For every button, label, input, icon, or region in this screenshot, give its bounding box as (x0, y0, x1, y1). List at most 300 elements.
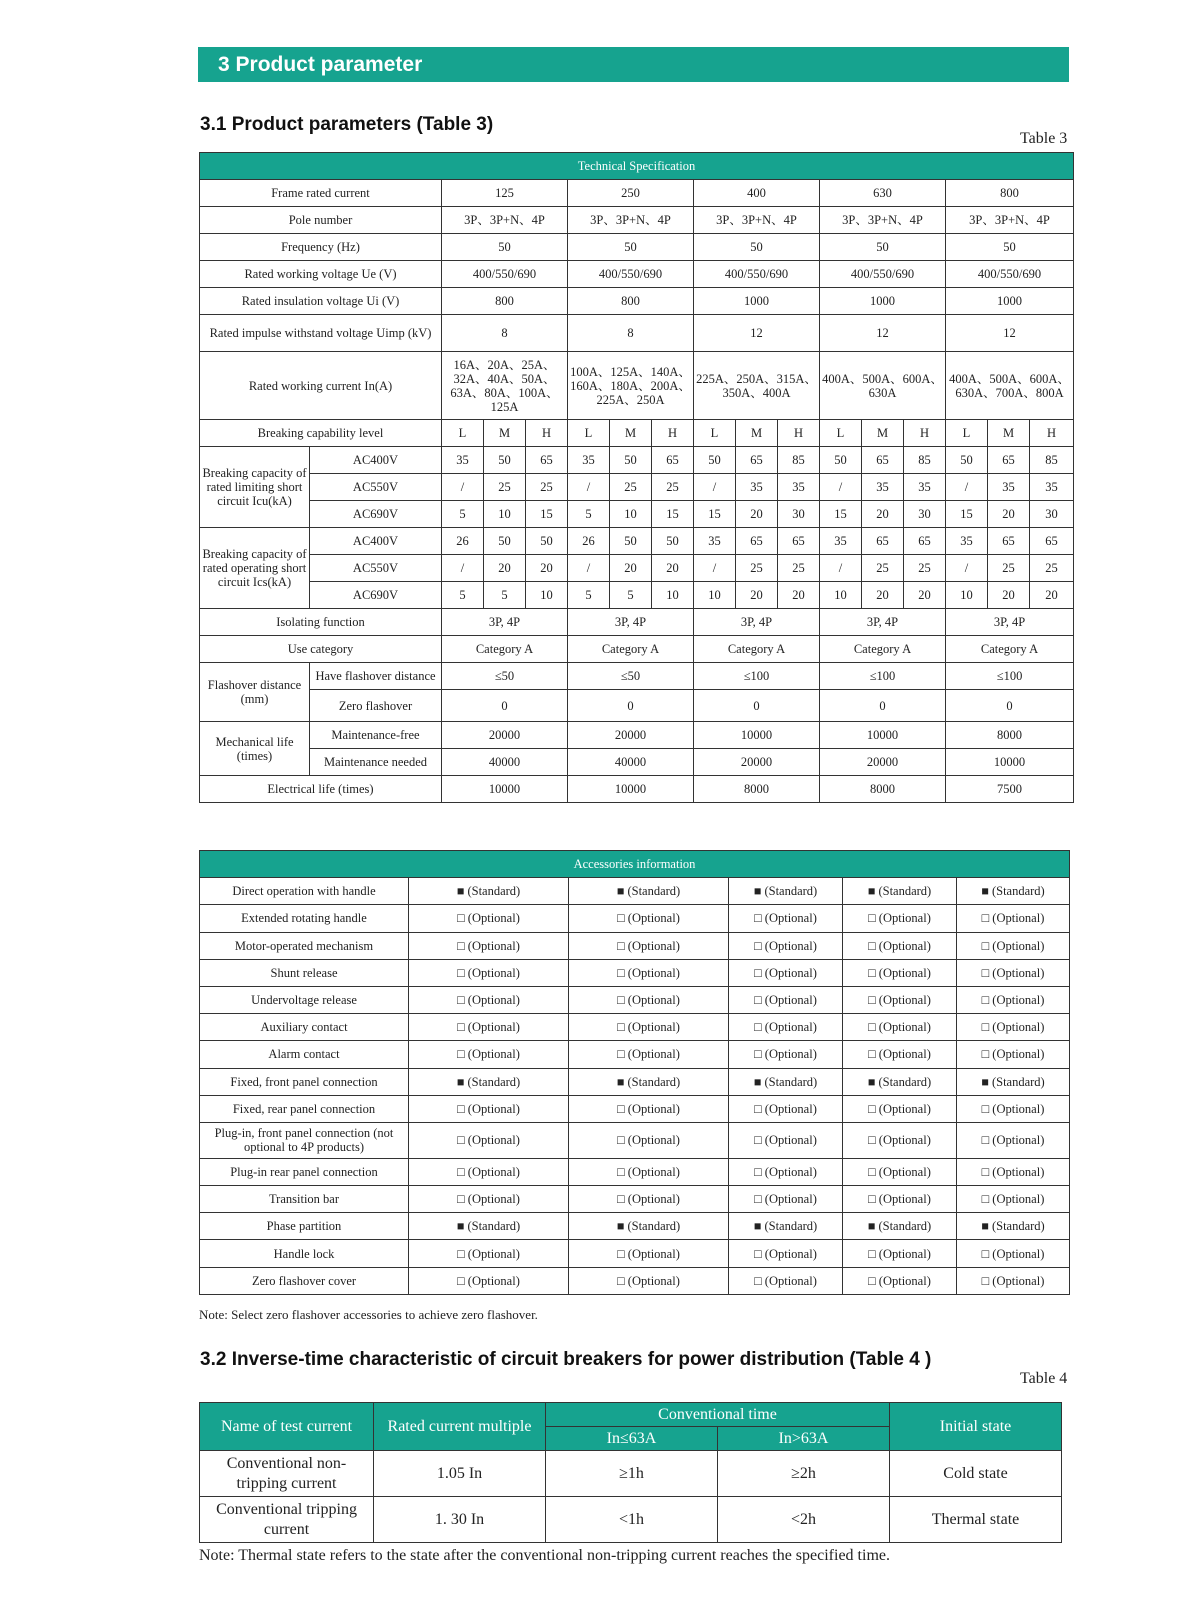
spec-value-frame: 630 (820, 180, 946, 207)
spec-value-uimp: 8 (442, 315, 568, 352)
accessory-row (200, 1041, 1070, 1068)
spec-value-elec: 8000 (694, 776, 820, 803)
accessory-optional-cell: □ (Optional) (843, 1186, 957, 1213)
spec-value-icu: 65 (526, 447, 568, 474)
table-4-label: Table 4 (1020, 1370, 1068, 1387)
accessory-label: Fixed, front panel connection (200, 1068, 409, 1095)
spec-row-flash-zero (200, 690, 1074, 722)
spec-row-frame (200, 180, 1074, 207)
spec-value-icu: 10 (610, 501, 652, 528)
spec-level-cell: H (526, 420, 568, 447)
spec-value-ui: 1000 (946, 288, 1074, 315)
accessory-label: Zero flashover cover (200, 1267, 409, 1294)
accessory-optional-cell: □ (Optional) (957, 932, 1070, 959)
accessory-standard-cell: ■ (Standard) (843, 1068, 957, 1095)
t4-cell-multiple: 1.05 In (374, 1451, 546, 1497)
spec-row-flash-have (200, 663, 1074, 690)
spec-value-ics: 26 (442, 528, 484, 555)
accessory-optional-cell: □ (Optional) (843, 1041, 957, 1068)
spec-label-flashover-zero: Zero flashover (310, 690, 442, 722)
accessory-optional-cell: □ (Optional) (729, 1186, 843, 1213)
spec-value-icu: 35 (904, 474, 946, 501)
accessory-row (200, 959, 1070, 986)
spec-value-pole: 3P、3P+N、4P (694, 207, 820, 234)
accessory-optional-cell: □ (Optional) (569, 1041, 729, 1068)
accessory-optional-cell: □ (Optional) (569, 959, 729, 986)
spec-value-maintenance-needed: 20000 (820, 749, 946, 776)
t4-header-multiple: Rated current multiple (374, 1403, 546, 1451)
spec-voltage-icu: AC400V (310, 447, 442, 474)
accessory-standard-cell: ■ (Standard) (569, 878, 729, 905)
spec-value-in: 225A、250A、315A、350A、400A (694, 352, 820, 420)
spec-value-icu: 35 (568, 447, 610, 474)
accessory-optional-cell: □ (Optional) (569, 1095, 729, 1122)
accessory-label: Undervoltage release (200, 986, 409, 1013)
spec-row-ui (200, 288, 1074, 315)
spec-voltage-ics: AC550V (310, 555, 442, 582)
accessory-optional-cell: □ (Optional) (843, 1240, 957, 1267)
accessory-standard-cell: ■ (Standard) (957, 1213, 1070, 1240)
spec-value-maintenance-needed: 20000 (694, 749, 820, 776)
spec-value-icu: 25 (652, 474, 694, 501)
spec-value-ics: 65 (904, 528, 946, 555)
accessory-optional-cell: □ (Optional) (843, 932, 957, 959)
accessories-note: Note: Select zero flashover accessories to achieve zero flashover. (199, 1307, 538, 1322)
spec-value-ics: 35 (946, 528, 988, 555)
spec-value-ui: 800 (568, 288, 694, 315)
spec-value-flashover-zero: 0 (694, 690, 820, 722)
accessory-row (200, 1186, 1070, 1213)
spec-label-flashover-have: Have flashover distance (310, 663, 442, 690)
accessory-optional-cell: □ (Optional) (729, 1041, 843, 1068)
spec-value-icu: 65 (862, 447, 904, 474)
accessory-optional-cell: □ (Optional) (729, 1240, 843, 1267)
spec-value-icu: 35 (442, 447, 484, 474)
spec-value-icu: / (694, 474, 736, 501)
spec-value-uimp: 12 (946, 315, 1074, 352)
spec-value-pole: 3P、3P+N、4P (442, 207, 568, 234)
spec-value-ics: 50 (652, 528, 694, 555)
accessory-optional-cell: □ (Optional) (569, 986, 729, 1013)
spec-header: Technical Specification (200, 153, 1074, 180)
accessory-optional-cell: □ (Optional) (569, 1014, 729, 1041)
spec-voltage-ics: AC690V (310, 582, 442, 609)
t4-cell-le63: ≥1h (546, 1451, 718, 1497)
spec-level-cell: H (1030, 420, 1074, 447)
accessory-optional-cell: □ (Optional) (569, 1158, 729, 1185)
spec-value-elec: 10000 (568, 776, 694, 803)
spec-row-icu (200, 474, 1074, 501)
spec-value-ics: 35 (820, 528, 862, 555)
spec-value-maintenance-free: 10000 (820, 722, 946, 749)
accessory-standard-cell: ■ (Standard) (843, 1213, 957, 1240)
accessory-row (200, 1122, 1070, 1158)
spec-value-uimp: 12 (820, 315, 946, 352)
spec-value-in: 16A、20A、25A、32A、40A、50A、63A、80A、100A、125A (442, 352, 568, 420)
t4-header-conventional-time: Conventional time (546, 1403, 890, 1427)
accessory-optional-cell: □ (Optional) (957, 1014, 1070, 1041)
spec-value-pole: 3P、3P+N、4P (820, 207, 946, 234)
spec-value-flashover-have: ≤100 (694, 663, 820, 690)
accessory-optional-cell: □ (Optional) (957, 1158, 1070, 1185)
spec-value-pole: 3P、3P+N、4P (568, 207, 694, 234)
accessory-standard-cell: ■ (Standard) (409, 1068, 569, 1095)
spec-label-ui: Rated insulation voltage Ui (V) (200, 288, 442, 315)
accessory-standard-cell: ■ (Standard) (729, 1068, 843, 1095)
t4-cell-gt63: ≥2h (718, 1451, 890, 1497)
accessory-row (200, 986, 1070, 1013)
spec-value-ics: 20 (484, 555, 526, 582)
accessory-optional-cell: □ (Optional) (957, 1095, 1070, 1122)
spec-level-cell: L (694, 420, 736, 447)
accessory-optional-cell: □ (Optional) (957, 1122, 1070, 1158)
spec-row-icu (200, 447, 1074, 474)
spec-value-flashover-zero: 0 (820, 690, 946, 722)
spec-value-ics: 20 (988, 582, 1030, 609)
spec-row-freq (200, 234, 1074, 261)
accessory-optional-cell: □ (Optional) (957, 1041, 1070, 1068)
spec-value-freq: 50 (694, 234, 820, 261)
accessory-row (200, 1240, 1070, 1267)
spec-value-ics: / (820, 555, 862, 582)
spec-label-frame: Frame rated current (200, 180, 442, 207)
spec-value-isol: 3P, 4P (820, 609, 946, 636)
spec-value-ics: 65 (862, 528, 904, 555)
t4-header-name: Name of test current (200, 1403, 374, 1451)
spec-row-in (200, 352, 1074, 420)
t4-cell-le63: <1h (546, 1497, 718, 1543)
accessory-optional-cell: □ (Optional) (569, 932, 729, 959)
accessory-optional-cell: □ (Optional) (957, 986, 1070, 1013)
spec-level-cell: M (862, 420, 904, 447)
accessory-optional-cell: □ (Optional) (843, 959, 957, 986)
accessory-label: Handle lock (200, 1240, 409, 1267)
spec-value-isol: 3P, 4P (946, 609, 1074, 636)
spec-value-icu: 30 (778, 501, 820, 528)
accessory-optional-cell: □ (Optional) (957, 1267, 1070, 1294)
accessory-standard-cell: ■ (Standard) (957, 878, 1070, 905)
accessory-optional-cell: □ (Optional) (729, 1014, 843, 1041)
spec-row-pole (200, 207, 1074, 234)
spec-row-mech-needed (200, 749, 1074, 776)
spec-row-mech-free (200, 722, 1074, 749)
accessory-optional-cell: □ (Optional) (409, 1186, 569, 1213)
spec-value-ics: 20 (778, 582, 820, 609)
spec-level-cell: M (484, 420, 526, 447)
spec-voltage-icu: AC550V (310, 474, 442, 501)
subsection-title-3-1: 3.1 Product parameters (Table 3) (200, 114, 494, 135)
spec-value-ics: 50 (526, 528, 568, 555)
spec-value-flashover-zero: 0 (946, 690, 1074, 722)
spec-value-icu: 85 (778, 447, 820, 474)
spec-value-icu: 30 (1030, 501, 1074, 528)
accessory-standard-cell: ■ (Standard) (729, 878, 843, 905)
spec-label-isol: Isolating function (200, 609, 442, 636)
accessory-optional-cell: □ (Optional) (729, 1095, 843, 1122)
spec-value-ics: 10 (526, 582, 568, 609)
spec-row-ue (200, 261, 1074, 288)
spec-value-icu: 50 (820, 447, 862, 474)
accessory-standard-cell: ■ (Standard) (843, 878, 957, 905)
spec-value-icu: / (946, 474, 988, 501)
spec-value-usecat: Category A (694, 636, 820, 663)
t4-header-gt63: In>63A (718, 1427, 890, 1451)
t4-row (200, 1451, 1062, 1497)
accessory-label: Plug-in rear panel connection (200, 1158, 409, 1185)
spec-label-pole: Pole number (200, 207, 442, 234)
spec-value-icu: 35 (988, 474, 1030, 501)
spec-value-frame: 250 (568, 180, 694, 207)
spec-value-icu: 35 (1030, 474, 1074, 501)
accessory-optional-cell: □ (Optional) (957, 959, 1070, 986)
accessory-label: Shunt release (200, 959, 409, 986)
spec-value-ue: 400/550/690 (820, 261, 946, 288)
spec-value-elec: 7500 (946, 776, 1074, 803)
spec-value-ics: 65 (736, 528, 778, 555)
accessory-optional-cell: □ (Optional) (409, 1095, 569, 1122)
accessory-standard-cell: ■ (Standard) (957, 1068, 1070, 1095)
accessory-label: Fixed, rear panel connection (200, 1095, 409, 1122)
section-banner: 3 Product parameter (198, 47, 1069, 82)
accessory-optional-cell: □ (Optional) (729, 959, 843, 986)
spec-label-flashover: Flashover distance (mm) (200, 663, 310, 722)
accessory-optional-cell: □ (Optional) (569, 1186, 729, 1213)
spec-value-maintenance-free: 20000 (442, 722, 568, 749)
spec-value-isol: 3P, 4P (568, 609, 694, 636)
t4-cell-initial-state: Cold state (890, 1451, 1062, 1497)
spec-value-ics: 65 (1030, 528, 1074, 555)
accessory-row (200, 905, 1070, 932)
spec-value-ui: 800 (442, 288, 568, 315)
spec-value-ics: 10 (946, 582, 988, 609)
spec-value-in: 400A、500A、600A、630A (820, 352, 946, 420)
spec-level-cell: M (736, 420, 778, 447)
spec-value-icu: 20 (736, 501, 778, 528)
spec-value-ics: 20 (1030, 582, 1074, 609)
spec-value-icu: 15 (652, 501, 694, 528)
spec-value-in: 100A、125A、140A、160A、180A、200A、225A、250A (568, 352, 694, 420)
spec-value-maintenance-needed: 40000 (568, 749, 694, 776)
accessory-row (200, 1213, 1070, 1240)
spec-level-cell: L (568, 420, 610, 447)
spec-value-ics: 25 (736, 555, 778, 582)
spec-value-icu: 25 (526, 474, 568, 501)
spec-value-icu: 65 (652, 447, 694, 474)
accessory-label: Auxiliary contact (200, 1014, 409, 1041)
t4-cell-gt63: <2h (718, 1497, 890, 1543)
accessory-standard-cell: ■ (Standard) (569, 1068, 729, 1095)
accessory-standard-cell: ■ (Standard) (729, 1213, 843, 1240)
spec-value-ics: 5 (442, 582, 484, 609)
spec-value-maintenance-free: 10000 (694, 722, 820, 749)
accessory-label: Extended rotating handle (200, 905, 409, 932)
spec-value-isol: 3P, 4P (694, 609, 820, 636)
spec-value-ics: 35 (694, 528, 736, 555)
spec-value-icu: 65 (736, 447, 778, 474)
spec-level-cell: H (778, 420, 820, 447)
spec-value-ue: 400/550/690 (442, 261, 568, 288)
spec-value-ue: 400/550/690 (568, 261, 694, 288)
spec-level-cell: L (820, 420, 862, 447)
spec-value-maintenance-needed: 10000 (946, 749, 1074, 776)
accessory-optional-cell: □ (Optional) (843, 986, 957, 1013)
accessory-optional-cell: □ (Optional) (409, 959, 569, 986)
spec-value-icu: 5 (568, 501, 610, 528)
spec-level-cell: L (946, 420, 988, 447)
accessory-standard-cell: ■ (Standard) (569, 1213, 729, 1240)
inverse-time-table (199, 1402, 1062, 1543)
accessory-label: Alarm contact (200, 1041, 409, 1068)
spec-value-ics: 26 (568, 528, 610, 555)
spec-value-elec: 8000 (820, 776, 946, 803)
accessory-optional-cell: □ (Optional) (729, 1122, 843, 1158)
spec-value-ue: 400/550/690 (694, 261, 820, 288)
accessory-optional-cell: □ (Optional) (843, 1014, 957, 1041)
accessory-optional-cell: □ (Optional) (569, 1122, 729, 1158)
spec-value-icu: / (442, 474, 484, 501)
accessory-optional-cell: □ (Optional) (409, 1041, 569, 1068)
t4-header-le63: In≤63A (546, 1427, 718, 1451)
accessory-optional-cell: □ (Optional) (957, 1240, 1070, 1267)
accessory-optional-cell: □ (Optional) (409, 1240, 569, 1267)
spec-value-ics: 10 (820, 582, 862, 609)
accessory-label: Plug-in, front panel connection (not optional to 4P products) (200, 1122, 409, 1158)
spec-value-icu: 50 (694, 447, 736, 474)
accessory-optional-cell: □ (Optional) (569, 1240, 729, 1267)
spec-value-icu: / (568, 474, 610, 501)
spec-value-ics: 5 (484, 582, 526, 609)
spec-value-maintenance-needed: 40000 (442, 749, 568, 776)
accessory-standard-cell: ■ (Standard) (409, 878, 569, 905)
spec-value-freq: 50 (820, 234, 946, 261)
spec-value-icu: 20 (862, 501, 904, 528)
spec-value-icu: 5 (442, 501, 484, 528)
spec-value-ics: 50 (610, 528, 652, 555)
spec-value-ics: 25 (778, 555, 820, 582)
spec-value-icu: 85 (1030, 447, 1074, 474)
spec-value-freq: 50 (442, 234, 568, 261)
spec-value-flashover-have: ≤100 (820, 663, 946, 690)
spec-value-uimp: 12 (694, 315, 820, 352)
spec-value-icu: 30 (904, 501, 946, 528)
accessory-optional-cell: □ (Optional) (569, 905, 729, 932)
t4-cell-initial-state: Thermal state (890, 1497, 1062, 1543)
technical-specification-table (199, 152, 1074, 803)
spec-value-ics: 65 (778, 528, 820, 555)
spec-value-maintenance-free: 8000 (946, 722, 1074, 749)
accessory-row (200, 878, 1070, 905)
accessory-optional-cell: □ (Optional) (409, 986, 569, 1013)
spec-label-mechanical-life: Mechanical life (times) (200, 722, 310, 776)
spec-voltage-icu: AC690V (310, 501, 442, 528)
spec-value-isol: 3P, 4P (442, 609, 568, 636)
accessory-optional-cell: □ (Optional) (729, 932, 843, 959)
accessory-standard-cell: ■ (Standard) (409, 1213, 569, 1240)
spec-value-ue: 400/550/690 (946, 261, 1074, 288)
spec-label-level: Breaking capability level (200, 420, 442, 447)
spec-label-icu: Breaking capacity of rated limiting short circuit Icu(kA) (200, 447, 310, 528)
t4-cell-name: Conventional non-tripping current (200, 1451, 374, 1497)
spec-value-ics: 10 (694, 582, 736, 609)
spec-value-frame: 400 (694, 180, 820, 207)
spec-label-elec: Electrical life (times) (200, 776, 442, 803)
spec-value-ics: 20 (862, 582, 904, 609)
spec-value-ics: 20 (610, 555, 652, 582)
table-4-note: Note: Thermal state refers to the state after the conventional non-tripping current reaches the specified time. (199, 1547, 890, 1564)
accessory-optional-cell: □ (Optional) (843, 1122, 957, 1158)
spec-row-usecat (200, 636, 1074, 663)
spec-label-maintenance-free: Maintenance-free (310, 722, 442, 749)
spec-row-ics (200, 555, 1074, 582)
t4-row (200, 1497, 1062, 1543)
spec-value-ui: 1000 (820, 288, 946, 315)
accessory-optional-cell: □ (Optional) (729, 986, 843, 1013)
spec-row-ics (200, 528, 1074, 555)
spec-value-ics: 5 (610, 582, 652, 609)
spec-value-icu: 65 (988, 447, 1030, 474)
spec-label-usecat: Use category (200, 636, 442, 663)
accessory-optional-cell: □ (Optional) (409, 905, 569, 932)
spec-value-ics: 20 (652, 555, 694, 582)
spec-label-in: Rated working current In(A) (200, 352, 442, 420)
spec-value-icu: 10 (484, 501, 526, 528)
accessories-table (199, 850, 1070, 1295)
spec-value-ics: 25 (862, 555, 904, 582)
accessory-optional-cell: □ (Optional) (843, 905, 957, 932)
spec-value-flashover-have: ≤50 (442, 663, 568, 690)
spec-value-freq: 50 (568, 234, 694, 261)
accessory-optional-cell: □ (Optional) (957, 905, 1070, 932)
spec-value-usecat: Category A (820, 636, 946, 663)
accessory-optional-cell: □ (Optional) (729, 1158, 843, 1185)
spec-value-icu: 20 (988, 501, 1030, 528)
accessory-optional-cell: □ (Optional) (957, 1186, 1070, 1213)
spec-value-ics: 25 (904, 555, 946, 582)
accessory-row (200, 1014, 1070, 1041)
spec-value-elec: 10000 (442, 776, 568, 803)
spec-value-ics: 20 (904, 582, 946, 609)
spec-value-maintenance-free: 20000 (568, 722, 694, 749)
spec-value-usecat: Category A (946, 636, 1074, 663)
spec-value-icu: 25 (610, 474, 652, 501)
accessory-row (200, 1068, 1070, 1095)
spec-value-icu: 35 (736, 474, 778, 501)
spec-value-icu: 15 (946, 501, 988, 528)
spec-value-ics: 20 (526, 555, 568, 582)
spec-level-cell: L (442, 420, 484, 447)
spec-value-pole: 3P、3P+N、4P (946, 207, 1074, 234)
accessory-row (200, 1267, 1070, 1294)
subsection-title-3-2: 3.2 Inverse-time characteristic of circuit breakers for power distribution (Table 4 ) (200, 1349, 932, 1370)
spec-value-ics: / (442, 555, 484, 582)
spec-value-ics: 25 (1030, 555, 1074, 582)
accessory-optional-cell: □ (Optional) (409, 1158, 569, 1185)
accessory-optional-cell: □ (Optional) (569, 1267, 729, 1294)
spec-value-in: 400A、500A、600A、630A、700A、800A (946, 352, 1074, 420)
spec-value-usecat: Category A (442, 636, 568, 663)
spec-value-ics: 10 (652, 582, 694, 609)
spec-value-icu: 15 (526, 501, 568, 528)
spec-value-ics: 50 (484, 528, 526, 555)
spec-value-flashover-zero: 0 (442, 690, 568, 722)
spec-value-icu: 50 (484, 447, 526, 474)
spec-label-ics: Breaking capacity of rated operating short circuit Ics(kA) (200, 528, 310, 609)
spec-value-flashover-zero: 0 (568, 690, 694, 722)
spec-level-cell: M (988, 420, 1030, 447)
spec-label-freq: Frequency (Hz) (200, 234, 442, 261)
spec-value-ics: 20 (736, 582, 778, 609)
accessory-optional-cell: □ (Optional) (843, 1158, 957, 1185)
